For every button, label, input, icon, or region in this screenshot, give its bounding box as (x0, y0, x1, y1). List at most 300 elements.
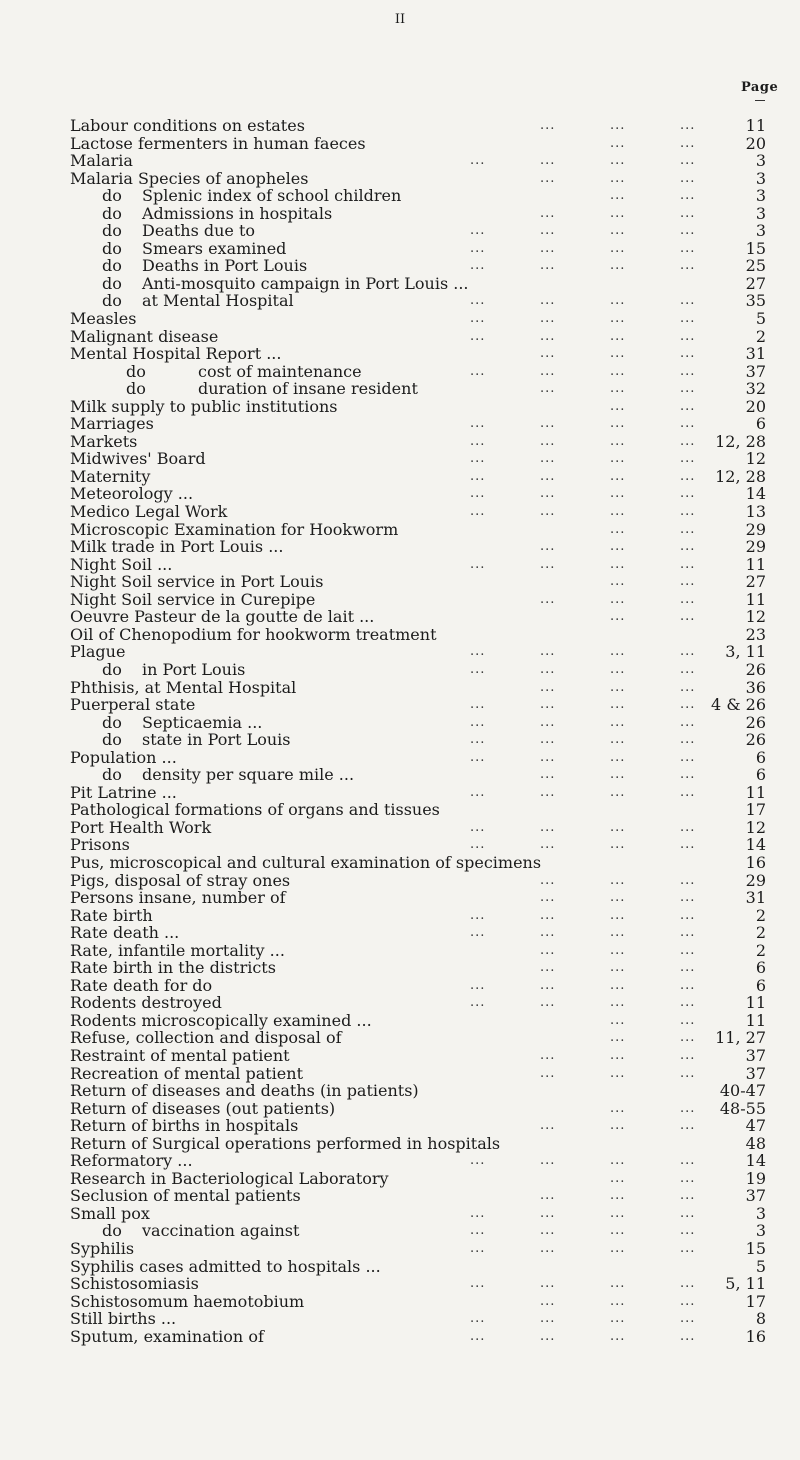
dot-leader: ... ... ... ... (470, 697, 696, 713)
dot-leader: ... ... ... ... (470, 925, 696, 941)
page-ref: 29 (745, 870, 766, 890)
index-term: Reformatory ... (70, 1151, 193, 1171)
page-ref: 12 (745, 817, 766, 837)
page-ref: 8 (755, 1309, 766, 1329)
index-term: Return of Surgical operations performed in hospitals (70, 1133, 501, 1153)
index-term: Pit Latrine ... (70, 782, 177, 802)
page-ref: 37 (745, 1045, 766, 1065)
index-entry (70, 170, 800, 188)
page-ref: 31 (745, 344, 766, 364)
index-entry (70, 854, 800, 872)
index-term-text: Deaths due to (142, 221, 256, 241)
dot-leader: ... ... ... ... (470, 1328, 696, 1344)
page-ref: 25 (745, 256, 766, 276)
page-number: II (394, 12, 406, 27)
dot-leader: ... ... (610, 609, 696, 625)
page-ref: 6 (755, 747, 766, 767)
index-term: Milk trade in Port Louis ... (70, 537, 284, 557)
index-term: Persons insane, number of (70, 888, 286, 908)
index-entry (70, 257, 800, 275)
dot-leader: ... ... ... ... (470, 837, 696, 853)
page-ref: 11 (745, 554, 766, 574)
index-term: Plague (70, 642, 126, 662)
dot-leader: ... ... ... ... (470, 486, 696, 502)
index-term (102, 240, 286, 258)
index-term (102, 222, 255, 240)
dot-leader: ... ... ... (540, 118, 696, 133)
index-entry (70, 1117, 800, 1135)
index-term: Oeuvre Pasteur de la goutte de lait ... (70, 607, 375, 627)
index-entry (70, 1310, 800, 1328)
dot-leader: ... ... ... (540, 1118, 696, 1134)
dot-leader: ... ... ... ... (470, 1205, 696, 1221)
index-entry (70, 731, 800, 749)
page-ref: 12 (745, 607, 766, 627)
index-term: Recreation of mental patient (70, 1063, 303, 1083)
index-term: Sputum, examination of (70, 1326, 264, 1346)
dot-leader: ... ... (610, 521, 696, 537)
page-ref: 37 (745, 1063, 766, 1083)
ditto-mark: do (102, 238, 122, 258)
page-ref: 40-47 (719, 1081, 766, 1101)
page-ref: 2 (755, 326, 766, 346)
page-ref: 3 (755, 151, 766, 171)
index-entry (70, 959, 800, 977)
ditto-mark: do (102, 221, 122, 241)
page-ref: 12 (745, 449, 766, 469)
page-ref: 11 (745, 1010, 766, 1030)
index-entry (70, 205, 800, 223)
index-entry (70, 222, 800, 240)
ditto-mark: do (126, 379, 146, 399)
index-entry (70, 1100, 800, 1118)
dot-leader: ... ... ... ... (470, 153, 696, 169)
index-term: Medico Legal Work (70, 502, 228, 522)
page-ref: 17 (745, 800, 766, 820)
index-entry (70, 468, 800, 486)
page-ref: 29 (745, 519, 766, 539)
index-term: Malaria Species of anopheles (70, 168, 309, 188)
page-ref: 3 (755, 1203, 766, 1223)
ditto-mark: do (102, 256, 122, 276)
index-term: Rodents microscopically examined ... (70, 1010, 372, 1030)
page-ref: 6 (755, 765, 766, 785)
dot-leader: ... ... ... ... (470, 995, 696, 1011)
index-term: Syphilis (70, 1239, 135, 1258)
index-term: Rate death for do (70, 975, 213, 995)
index-term (102, 661, 245, 679)
page-ref: 14 (745, 835, 766, 855)
index-term (102, 205, 332, 223)
index-term-text: density per square mile ... (142, 765, 355, 785)
dot-leader: ... ... ... ... (470, 293, 696, 309)
index-entry (70, 661, 800, 679)
page-ref: 35 (745, 291, 766, 311)
index-term: Syphilis cases admitted to hospitals ... (70, 1256, 381, 1276)
dot-leader: ... ... ... ... (470, 784, 696, 800)
index-term: Schistosomiasis (70, 1274, 199, 1294)
ditto-mark: do (102, 712, 122, 732)
page-column-heading: Page (741, 80, 779, 95)
index-entry (70, 485, 800, 503)
index-term-text: Splenic index of school children (142, 186, 402, 206)
index-entry (70, 626, 800, 644)
dot-leader: ... ... ... ... (470, 311, 696, 327)
page-ref: 3 (755, 221, 766, 241)
index-entry (70, 784, 800, 802)
index-entry (70, 398, 800, 416)
index-term-text: at Mental Hospital (142, 291, 294, 311)
page-ref: 12, 28 (715, 431, 766, 451)
page-ref: 14 (745, 1151, 766, 1171)
dot-leader: ... ... ... ... (470, 1276, 696, 1292)
index-term: Rate birth in the districts (70, 958, 276, 978)
page-ref: 3 (755, 203, 766, 223)
page-ref: 3 (755, 1221, 766, 1241)
index-term: Rodents destroyed (70, 993, 222, 1013)
dot-leader: ... ... ... ... (470, 416, 696, 432)
index-entry (70, 345, 800, 363)
index-term (102, 187, 401, 205)
index-entry (70, 643, 800, 661)
page-ref: 15 (745, 238, 766, 258)
index-term: Restraint of mental patient (70, 1045, 290, 1065)
index-term: Phthisis, at Mental Hospital (70, 677, 297, 697)
page-ref: 32 (745, 379, 766, 399)
index-term: Pathological formations of organs and tissues (70, 800, 440, 820)
index-term (102, 731, 290, 749)
dot-leader: ... ... (610, 1030, 696, 1046)
ditto-mark: do (102, 273, 122, 293)
index-entry (70, 328, 800, 346)
dot-leader: ... ... ... ... (470, 328, 696, 344)
dot-leader: ... ... ... (540, 1065, 696, 1081)
dot-leader: ... ... ... ... (470, 363, 696, 379)
dot-leader: ... ... ... ... (470, 1311, 696, 1327)
ditto-mark: do (102, 730, 122, 750)
page-ref: 4 & 26 (711, 695, 766, 715)
index-term (102, 1222, 299, 1240)
index-term-text: Anti-mosquito campaign in Port Louis ... (142, 273, 469, 293)
index-entry (70, 977, 800, 995)
page-ref: 26 (745, 730, 766, 750)
page-ref: 20 (745, 396, 766, 416)
index-list (70, 117, 800, 1345)
page-ref: 20 (745, 133, 766, 153)
index-entry (70, 152, 800, 170)
page-ref: 16 (745, 1326, 766, 1346)
index-term: Prisons (70, 835, 130, 855)
index-term-text: Deaths in Port Louis (142, 256, 308, 276)
ditto-mark: do (102, 203, 122, 223)
dot-leader: ... ... ... (540, 1047, 696, 1063)
page-ref: 6 (755, 958, 766, 978)
index-entry (70, 556, 800, 574)
index-entry (70, 292, 800, 310)
page-ref: 3 (755, 168, 766, 188)
index-entry (70, 1170, 800, 1188)
page-ref: 27 (745, 572, 766, 592)
index-term (102, 766, 354, 784)
page-ref: 19 (745, 1168, 766, 1188)
dot-leader: ... ... ... (540, 591, 696, 607)
page-ref: 5 (755, 1256, 766, 1276)
page-ref: 31 (745, 888, 766, 908)
page-ref: 5 (755, 309, 766, 329)
page-ref: 26 (745, 712, 766, 732)
index-entry (70, 275, 800, 293)
page-ref: 11 (745, 589, 766, 609)
page-ref: 37 (745, 361, 766, 381)
index-entry (70, 380, 800, 398)
dot-leader: ... ... ... ... (470, 504, 696, 520)
page-ref: 11 (745, 116, 766, 135)
page-ref: 3 (755, 186, 766, 206)
page-ref: 23 (745, 624, 766, 644)
index-entry (70, 415, 800, 433)
index-entry (70, 573, 800, 591)
heading-rule (755, 100, 765, 101)
page-ref: 48 (745, 1133, 766, 1153)
index-entry (70, 749, 800, 767)
page-ref: 3, 11 (725, 642, 766, 662)
dot-leader: ... ... ... (540, 890, 696, 906)
dot-leader: ... ... ... ... (470, 240, 696, 256)
page-ref: 29 (745, 537, 766, 557)
index-entry (70, 872, 800, 890)
index-term: Puerperal state (70, 695, 196, 715)
dot-leader: ... ... ... (540, 1188, 696, 1204)
index-entry (70, 942, 800, 960)
index-entry (70, 135, 800, 153)
index-entry (70, 766, 800, 784)
index-term-text: cost of maintenance (198, 361, 362, 381)
index-entry (70, 538, 800, 556)
dot-leader: ... ... (610, 188, 696, 204)
index-term: Midwives' Board (70, 449, 206, 469)
page-ref: 12, 28 (715, 466, 766, 486)
page-ref: 47 (745, 1116, 766, 1136)
index-term-text: Admissions in hospitals (142, 203, 333, 223)
page-ref: 6 (755, 975, 766, 995)
index-entry (70, 836, 800, 854)
index-entry (70, 1082, 800, 1100)
index-term: Milk supply to public institutions (70, 396, 338, 416)
dot-leader: ... ... ... ... (470, 749, 696, 765)
dot-leader: ... ... (610, 574, 696, 590)
dot-leader: ... ... ... (540, 539, 696, 555)
index-term: Refuse, collection and disposal of (70, 1028, 342, 1048)
dot-leader: ... ... ... (540, 872, 696, 888)
dot-leader: ... ... ... ... (470, 556, 696, 572)
index-entry (70, 819, 800, 837)
index-entry (70, 696, 800, 714)
page-ref: 14 (745, 484, 766, 504)
dot-leader: ... ... ... (540, 1293, 696, 1309)
dot-leader: ... ... ... ... (470, 1241, 696, 1256)
index-term (126, 380, 418, 398)
page-ref: 13 (745, 502, 766, 522)
index-term: Marriages (70, 414, 154, 434)
index-entry (70, 1240, 800, 1258)
index-entry (70, 1205, 800, 1223)
index-term: Research in Bacteriological Laboratory (70, 1168, 389, 1188)
dot-leader: ... ... ... ... (470, 907, 696, 923)
index-term: Pigs, disposal of stray ones (70, 870, 291, 890)
ditto-mark: do (126, 361, 146, 381)
index-term-text: Smears examined (142, 238, 287, 258)
index-term: Rate birth (70, 905, 153, 925)
index-term-text: vaccination against (142, 1221, 300, 1241)
dot-leader: ... ... ... (540, 346, 696, 362)
page-ref: 17 (745, 1291, 766, 1311)
index-entry (70, 521, 800, 539)
index-term: Microscopic Examination for Hookworm (70, 519, 399, 539)
index-term: Lactose fermenters in human faeces (70, 133, 366, 153)
page-ref: 11, 27 (715, 1028, 766, 1048)
page-ref: 6 (755, 414, 766, 434)
page-ref: 15 (745, 1239, 766, 1258)
page-ref: 27 (745, 273, 766, 293)
index-entry (70, 907, 800, 925)
index-term: Port Health Work (70, 817, 212, 837)
ditto-mark: do (102, 291, 122, 311)
index-entry (70, 187, 800, 205)
index-term (102, 714, 262, 732)
index-term: Malaria (70, 151, 133, 171)
index-entry (70, 433, 800, 451)
index-entry (70, 1187, 800, 1205)
dot-leader: ... ... (610, 1012, 696, 1028)
index-term: Oil of Chenopodium for hookworm treatment (70, 624, 437, 644)
index-entry (70, 117, 800, 135)
index-term: Labour conditions on estates (70, 116, 305, 135)
index-term: Pus, microscopical and cultural examination of specimens (70, 852, 542, 872)
page-ref: 11 (745, 993, 766, 1013)
dot-leader: ... ... ... ... (470, 1153, 696, 1169)
index-entry (70, 1047, 800, 1065)
dot-leader: ... ... ... ... (470, 468, 696, 484)
dot-leader: ... ... ... ... (470, 977, 696, 993)
dot-leader: ... ... ... (540, 767, 696, 783)
dot-leader: ... ... (610, 135, 696, 151)
index-entry (70, 1152, 800, 1170)
index-entry (70, 889, 800, 907)
dot-leader: ... ... ... ... (470, 433, 696, 449)
index-term: Mental Hospital Report ... (70, 344, 282, 364)
dot-leader: ... ... ... ... (470, 1223, 696, 1239)
index-term: Return of births in hospitals (70, 1116, 299, 1136)
ditto-mark: do (102, 659, 122, 679)
dot-leader: ... ... ... (540, 381, 696, 397)
dot-leader: ... ... ... (540, 170, 696, 186)
page-ref: 11 (745, 782, 766, 802)
index-entry (70, 1029, 800, 1047)
index-term: Night Soil ... (70, 554, 173, 574)
index-entry (70, 1012, 800, 1030)
index-entry (70, 240, 800, 258)
index-entry (70, 363, 800, 381)
dot-leader: ... ... ... ... (470, 661, 696, 677)
index-term (102, 257, 307, 275)
page-ref: 37 (745, 1186, 766, 1206)
page-ref: 2 (755, 923, 766, 943)
index-entry (70, 450, 800, 468)
index-entry (70, 1328, 800, 1346)
index-term: Still births ... (70, 1309, 177, 1329)
index-entry (70, 801, 800, 819)
dot-leader: ... ... ... (540, 960, 696, 976)
dot-leader: ... ... ... (540, 205, 696, 221)
index-entry (70, 1275, 800, 1293)
index-entry (70, 591, 800, 609)
index-term-text: Septicaemia ... (142, 712, 263, 732)
index-term: Markets (70, 431, 138, 451)
index-term: Rate, infantile mortality ... (70, 940, 285, 960)
index-term: Maternity (70, 466, 151, 486)
dot-leader: ... ... ... ... (470, 258, 696, 274)
dot-leader: ... ... ... ... (470, 644, 696, 660)
index-term: Night Soil service in Curepipe (70, 589, 316, 609)
page-ref: 16 (745, 852, 766, 872)
index-term (102, 292, 294, 310)
index-entry (70, 1135, 800, 1153)
index-entry (70, 1222, 800, 1240)
dot-leader: ... ... ... ... (470, 714, 696, 730)
page-ref: 5, 11 (725, 1274, 766, 1294)
index-term: Rate death ... (70, 923, 180, 943)
ditto-mark: do (102, 186, 122, 206)
ditto-mark: do (102, 765, 122, 785)
page-ref: 48-55 (719, 1098, 766, 1118)
index-term: Return of diseases (out patients) (70, 1098, 336, 1118)
dot-leader: ... ... ... ... (470, 223, 696, 239)
index-term: Small pox (70, 1203, 150, 1223)
ditto-mark: do (102, 1221, 122, 1241)
index-entry (70, 679, 800, 697)
page-ref: 26 (745, 659, 766, 679)
index-term (126, 363, 362, 381)
index-entry (70, 924, 800, 942)
index-entry (70, 1293, 800, 1311)
dot-leader: ... ... (610, 1170, 696, 1186)
dot-leader: ... ... (610, 1100, 696, 1116)
index-entry (70, 608, 800, 626)
dot-leader: ... ... ... (540, 942, 696, 958)
index-entry (70, 994, 800, 1012)
index-term-text: state in Port Louis (142, 730, 291, 750)
index-term: Malignant disease (70, 326, 219, 346)
index-term: Seclusion of mental patients (70, 1186, 301, 1206)
index-entry (70, 310, 800, 328)
index-term: Return of diseases and deaths (in patients) (70, 1081, 419, 1101)
index-entry (70, 714, 800, 732)
index-term: Measles (70, 309, 137, 329)
index-term-text: in Port Louis (142, 659, 246, 679)
page-ref: 2 (755, 905, 766, 925)
index-entry (70, 503, 800, 521)
index-entry (70, 1258, 800, 1276)
page-ref: 36 (745, 677, 766, 697)
dot-leader: ... ... ... ... (470, 732, 696, 748)
index-term-text: duration of insane resident (198, 379, 418, 399)
page-ref: 2 (755, 940, 766, 960)
index-term: Population ... (70, 747, 177, 767)
index-term: Meteorology ... (70, 484, 194, 504)
dot-leader: ... ... ... ... (470, 451, 696, 467)
index-term: Schistosomum haemotobium (70, 1291, 305, 1311)
dot-leader: ... ... ... ... (470, 819, 696, 835)
